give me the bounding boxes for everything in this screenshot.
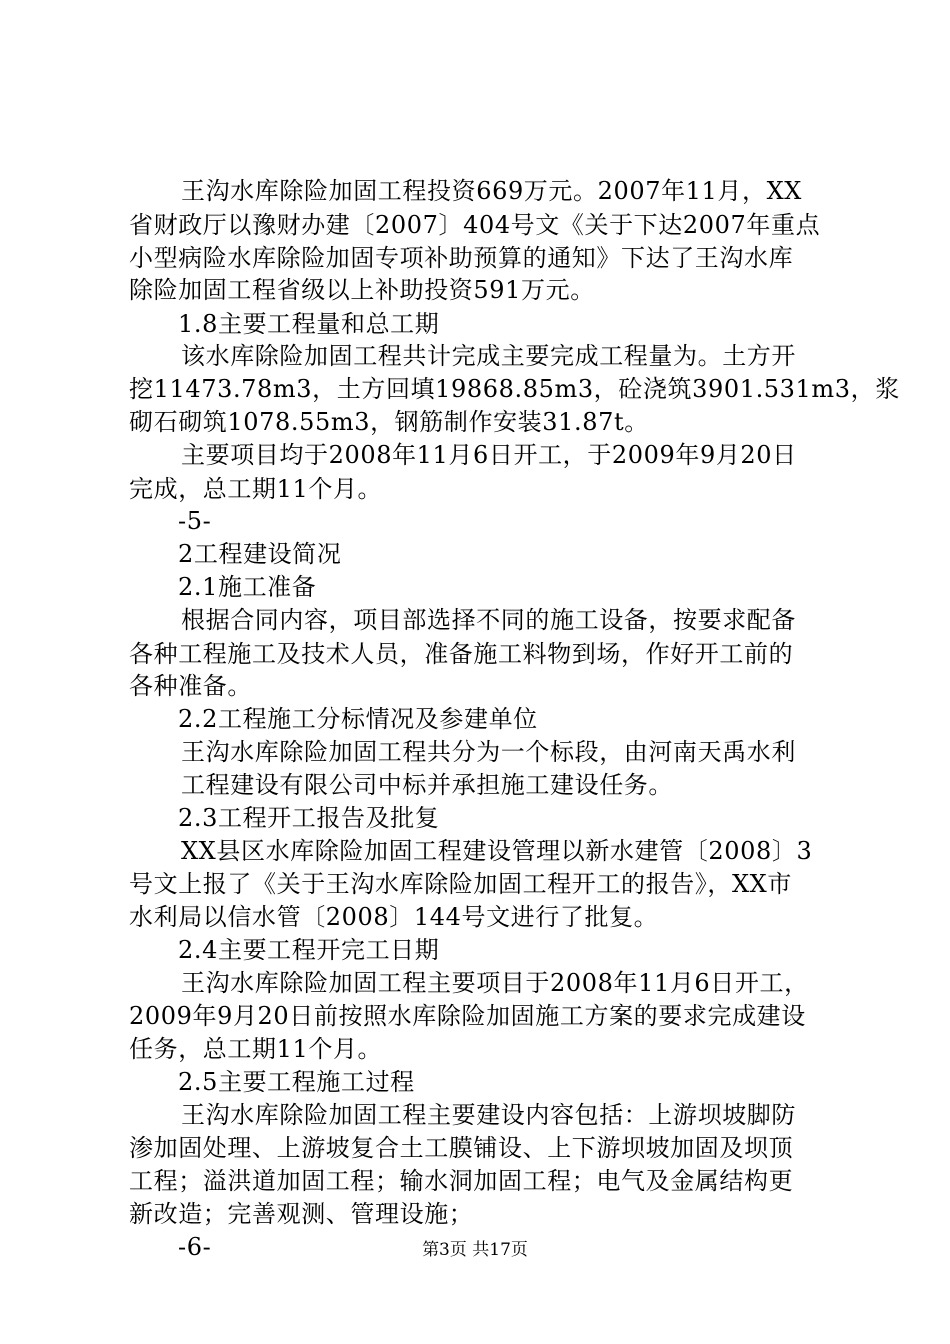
text-line: 水利局以信水管〔2008〕144号文进行了批复。 — [129, 903, 659, 931]
text-line: 王沟水库除险加固工程主要项目于2008年11月6日开工， — [181, 969, 809, 997]
text-line: 2009年9月20日前按照水库除险加固施工方案的要求完成建设 — [129, 1002, 806, 1030]
text-line: 主要项目均于2008年11月6日开工，于2009年9月20日 — [181, 441, 797, 469]
text-line: 完成，总工期11个月。 — [129, 475, 383, 503]
text-line: 根据合同内容，项目部选择不同的施工设备，按要求配备 — [181, 606, 796, 634]
page-marker: -5- — [178, 507, 212, 535]
section-heading: 2.1施工准备 — [178, 573, 317, 601]
page-marker: -6- — [178, 1233, 212, 1261]
section-heading: 2.3工程开工报告及批复 — [178, 804, 440, 832]
text-line: 王沟水库除险加固工程共分为一个标段，由河南天禹水利 — [181, 738, 796, 766]
section-heading: 2.4主要工程开完工日期 — [178, 936, 440, 964]
text-line: 工程建设有限公司中标并承担施工建设任务。 — [181, 771, 673, 799]
text-line: 渗加固处理、上游坡复合土工膜铺设、上下游坝坡加固及坝顶 — [129, 1134, 794, 1162]
text-line: 省财政厅以豫财办建〔2007〕404号文《关于下达2007年重点 — [129, 211, 821, 239]
text-line: 各种准备。 — [129, 672, 252, 700]
section-heading: 2.2工程施工分标情况及参建单位 — [178, 705, 538, 733]
text-line: 砌石砌筑1078.55m3，钢筋制作安装31.87t。 — [129, 408, 649, 436]
text-line: 小型病险水库除险加固专项补助预算的通知》下达了王沟水库 — [129, 244, 794, 272]
text-line: 新改造；完善观测、管理设施； — [129, 1200, 474, 1228]
text-line: 王沟水库除险加固工程投资669万元。2007年11月，XX — [181, 177, 802, 205]
text-line: 该水库除险加固工程共计完成主要完成工程量为。土方开 — [181, 342, 796, 370]
text-line: 除险加固工程省级以上补助投资591万元。 — [129, 276, 595, 304]
text-line: XX县区水库除险加固工程建设管理以新水建管〔2008〕3 — [181, 837, 813, 865]
text-line: 挖11473.78m3，土方回填19868.85m3，砼浇筑3901.531m3，浆 — [129, 375, 900, 403]
section-heading: 2工程建设简况 — [178, 540, 342, 568]
section-heading: 2.5主要工程施工过程 — [178, 1068, 415, 1096]
text-line: 任务，总工期11个月。 — [129, 1035, 383, 1063]
section-heading: 1.8主要工程量和总工期 — [178, 310, 440, 338]
text-line: 各种工程施工及技术人员，准备施工料物到场，作好开工前的 — [129, 640, 794, 668]
text-line: 号文上报了《关于王沟水库除险加固工程开工的报告》，XX市 — [129, 870, 792, 898]
text-line: 工程；溢洪道加固工程；输水洞加固工程；电气及金属结构更 — [129, 1167, 794, 1195]
page-footer: 第3页 共17页 — [422, 1240, 528, 1260]
text-line: 王沟水库除险加固工程主要建设内容包括：上游坝坡脚防 — [181, 1101, 796, 1129]
